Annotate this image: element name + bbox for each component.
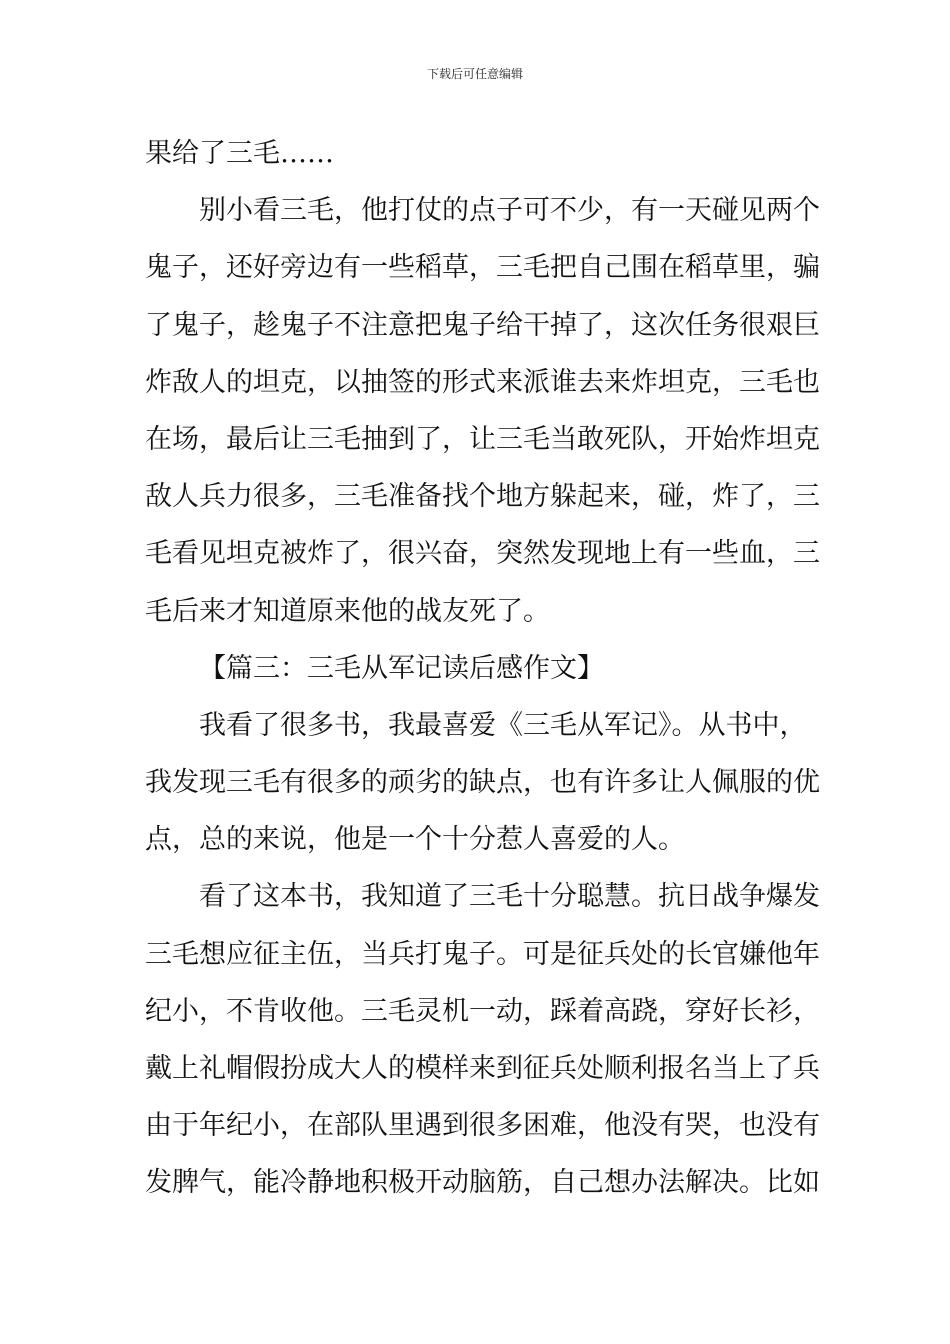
text-line: 了鬼子，趁鬼子不注意把鬼子给干掉了，这次任务很艰巨 bbox=[145, 309, 820, 341]
text-line: 鬼子，还好旁边有一些稻草，三毛把自己围在稻草里，骗 bbox=[145, 252, 820, 284]
text-line: 我看了很多书，我最喜爱《三毛从军记》。从书中， bbox=[199, 709, 807, 741]
page-header: 下载后可任意编辑 bbox=[426, 67, 523, 81]
text-line: 我发现三毛有很多的顽劣的缺点，也有许多让人佩服的优 bbox=[145, 767, 820, 799]
text-line: 炸敌人的坦克，以抽签的形式来派谁去来炸坦克，三毛也 bbox=[145, 366, 820, 398]
text-line: 发脾气，能冷静地积极开动脑筋，自己想办法解决。比如 bbox=[145, 1167, 820, 1199]
text-line: 在场，最后让三毛抽到了，让三毛当敢死队，开始炸坦克 bbox=[145, 423, 820, 455]
text-line: 别小看三毛，他打仗的点子可不少，有一天碰见两个 bbox=[199, 195, 820, 227]
text-line: 点，总的来说，他是一个十分惹人喜爱的人。 bbox=[145, 824, 685, 856]
text-line: 看了这本书，我知道了三毛十分聪慧。抗日战争爆发 bbox=[199, 881, 820, 913]
text-line: 果给了三毛…… bbox=[145, 138, 334, 169]
document-body bbox=[145, 125, 820, 1212]
text-line: 由于年纪小，在部队里遇到很多困难，他没有哭，也没有 bbox=[145, 1110, 820, 1142]
text-line: 三毛想应征主伍，当兵打鬼子。可是征兵处的长官嫌他年 bbox=[145, 938, 820, 970]
text-line: 毛看见坦克被炸了，很兴奋，突然发现地上有一些血，三 bbox=[145, 538, 820, 570]
text-line: 毛后来才知道原来他的战友死了。 bbox=[145, 595, 550, 627]
section-heading: 【篇三：三毛从军记读后感作文】 bbox=[199, 652, 604, 684]
text-line: 敌人兵力很多，三毛准备找个地方躲起来，碰，炸了，三 bbox=[145, 481, 820, 513]
text-line: 纪小，不肯收他。三毛灵机一动，踩着高跷，穿好长衫， bbox=[145, 995, 820, 1027]
text-line: 戴上礼帽假扮成大人的模样来到征兵处顺利报名当上了兵 bbox=[145, 1053, 820, 1084]
